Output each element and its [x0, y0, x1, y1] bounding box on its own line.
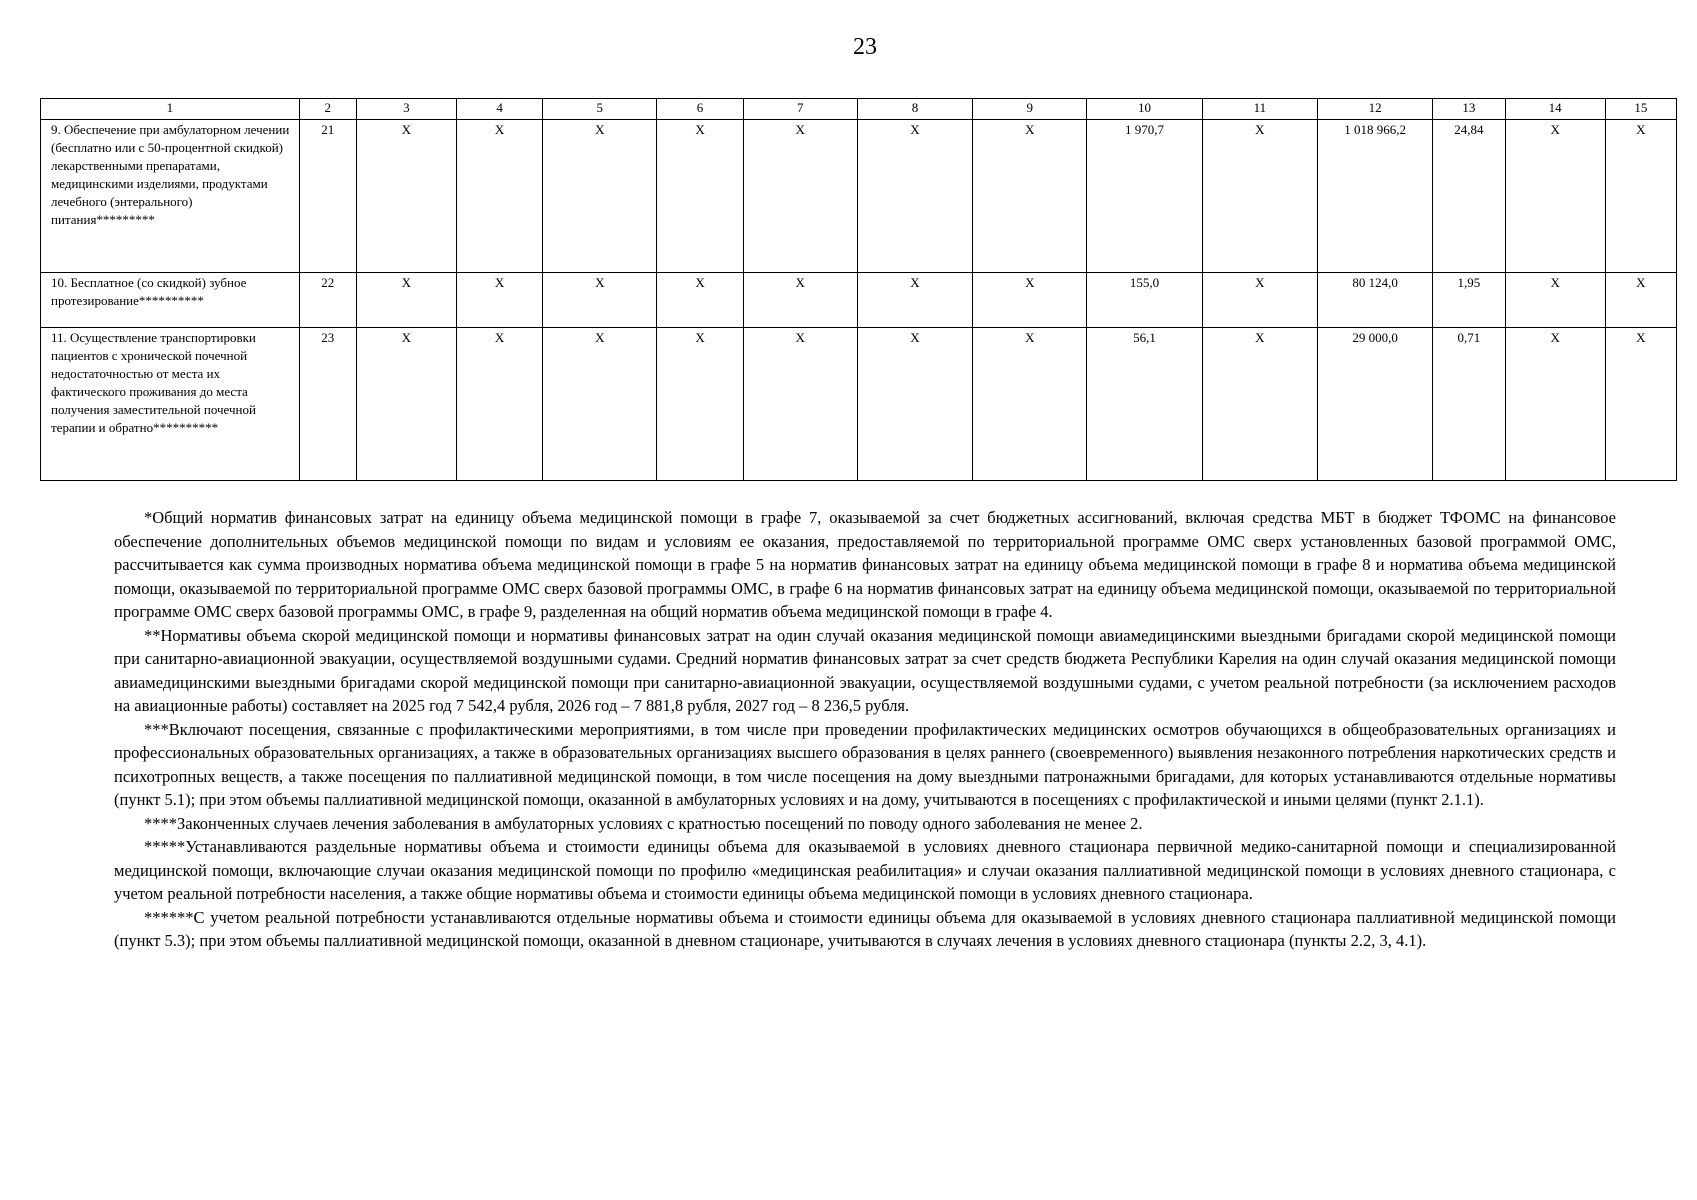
table-cell: 21	[299, 120, 356, 273]
table-cell: Х	[456, 273, 542, 328]
table-cell: 1 970,7	[1087, 120, 1202, 273]
column-header: 7	[743, 99, 857, 120]
table-header-row	[41, 99, 1677, 120]
table-cell: Х	[743, 120, 857, 273]
table-cell: 56,1	[1087, 328, 1202, 481]
column-header: 1	[41, 99, 300, 120]
table-cell: Х	[743, 273, 857, 328]
row-name: 9. Обеспечение при амбулаторном лечении (бесплатно или с 50-процентной скидкой) лекарственными препаратами, медицинскими изделиями, продуктами лечебного (энтерального) питания*********	[41, 120, 300, 273]
footnote-paragraph: ******С учетом реальной потребности устанавливаются отдельные нормативы объема и стоимости единицы объема для оказываемой в условиях дневного стационара паллиативной медицинской помощи (пункт 5.3); при этом объемы паллиативной медицинской помощи, оказанной в дневном стационаре, учитываются в случаях лечения в условиях дневного стационара (пункты 2.2, 3, 4.1).	[114, 907, 1616, 950]
table-cell: Х	[543, 120, 657, 273]
table-cell: 80 124,0	[1318, 273, 1433, 328]
table-cell: Х	[356, 328, 456, 481]
column-header: 9	[973, 99, 1087, 120]
table-cell: Х	[1505, 328, 1605, 481]
column-header: 11	[1202, 99, 1317, 120]
footnote-paragraph: ****Законченных случаев лечения заболевания в амбулаторных условиях с кратностью посещений по поводу одного заболевания не менее 2.	[144, 813, 1143, 833]
footnotes	[114, 506, 1616, 953]
table-cell: Х	[973, 328, 1087, 481]
table-cell: 0,71	[1433, 328, 1505, 481]
table-cell: Х	[1202, 328, 1317, 481]
table-cell: Х	[1605, 273, 1676, 328]
table-cell: Х	[356, 120, 456, 273]
column-header: 5	[543, 99, 657, 120]
table-cell: Х	[657, 120, 743, 273]
table-cell: Х	[857, 328, 972, 481]
column-header: 4	[456, 99, 542, 120]
table-cell: Х	[1505, 120, 1605, 273]
table-cell: 24,84	[1433, 120, 1505, 273]
table-cell: Х	[973, 120, 1087, 273]
table-cell: 155,0	[1087, 273, 1202, 328]
table-cell: Х	[543, 328, 657, 481]
column-header: 12	[1318, 99, 1433, 120]
column-header: 10	[1087, 99, 1202, 120]
column-header: 13	[1433, 99, 1505, 120]
footnote-paragraph: *Общий норматив финансовых затрат на единицу объема медицинской помощи в графе 7, оказываемой за счет бюджетных ассигнований, включая средства МБТ в бюджет ТФОМС на финансовое обеспечение дополнительных объемов медицинской помощи по видам и условиям ее оказания, предоставляемой по территориальной программе ОМС сверх установленных базовой программой ОМС, рассчитывается как сумма производных норматива объема медицинской помощи в графе 5 на норматив финансовых затрат на единицу объема медицинской помощи в графе 8 и норматива объема медицинской помощи, оказываемой по территориальной программе ОМС сверх базовой программы ОМС, в графе 6 на норматив финансовых затрат на единицу объема медицинской помощи, оказываемой по территориальной программе ОМС сверх базовой программы ОМС, в графе 9, разделенная на общий норматив объема медицинской помощи в графе 4.	[114, 508, 1616, 621]
table-row	[41, 273, 1677, 328]
table-cell: Х	[356, 273, 456, 328]
table-cell: Х	[657, 328, 743, 481]
column-header: 15	[1605, 99, 1676, 120]
table-cell: Х	[857, 273, 972, 328]
table-cell: Х	[1605, 120, 1676, 273]
table-cell: 1,95	[1433, 273, 1505, 328]
table-cell: Х	[1505, 273, 1605, 328]
column-header: 14	[1505, 99, 1605, 120]
table-cell: Х	[1605, 328, 1676, 481]
table-cell: 22	[299, 273, 356, 328]
table-row	[41, 328, 1677, 481]
column-header: 6	[657, 99, 743, 120]
table-cell: Х	[456, 328, 542, 481]
column-header: 8	[857, 99, 972, 120]
footnote-paragraph: *****Устанавливаются раздельные нормативы объема и стоимости единицы объема для оказываемой в условиях дневного стационара первичной медико-санитарной помощи и специализированной медицинской помощи, включающие случаи оказания медицинской помощи по профилю «медицинская реабилитация» и случаи оказания паллиативной медицинской помощи в условиях дневного стационара, с учетом реальной потребности населения, а также общие нормативы объема и стоимости единицы объема медицинской помощи в условиях дневного стационара.	[114, 837, 1616, 903]
footnote-paragraph: **Нормативы объема скорой медицинской помощи и нормативы финансовых затрат на один случай оказания медицинской помощи авиамедицинскими выездными бригадами скорой медицинской помощи при санитарно-авиационной эвакуации, осуществляемой воздушными судами. Средний норматив финансовых затрат за счет средств бюджета Республики Карелия на один случай оказания медицинской помощи авиамедицинскими выездными бригадами скорой медицинской помощи при санитарно-авиационной эвакуации, осуществляемой воздушными судами, с учетом реальной потребности (за исключением расходов на авиационные работы) составляет на 2025 год 7 542,4 рубля, 2026 год – 7 881,8 рубля, 2027 год – 8 236,5 рубля.	[114, 625, 1616, 715]
table-cell: 29 000,0	[1318, 328, 1433, 481]
table-cell: Х	[456, 120, 542, 273]
table-cell: Х	[857, 120, 972, 273]
table-cell: Х	[973, 273, 1087, 328]
column-header: 3	[356, 99, 456, 120]
row-name: 11. Осуществление транспортировки пациентов с хронической почечной недостаточностью от места их фактического проживания до места получения заместительной почечной терапии и обратно**********	[41, 328, 300, 481]
table-cell: Х	[657, 273, 743, 328]
table-cell: Х	[1202, 120, 1317, 273]
footnote-paragraph: ***Включают посещения, связанные с профилактическими мероприятиями, в том числе при проведении профилактических медицинских осмотров обучающихся в общеобразовательных организациях и профессиональных образовательных организациях, а также в образовательных организациях высшего образования в целях раннего (своевременного) выявления незаконного потребления наркотических средств и психотропных веществ, а также посещения по паллиативной медицинской помощи, в том числе посещения на дому выездными патронажными бригадами, для которых устанавливаются отдельные нормативы (пункт 5.1); при этом объемы паллиативной медицинской помощи, оказанной в амбулаторных условиях и на дому, учитываются в посещениях с профилактической и иными целями (пункт 2.1.1).	[114, 719, 1616, 809]
table-cell: Х	[1202, 273, 1317, 328]
page-number: 23	[853, 34, 877, 60]
table-cell: 1 018 966,2	[1318, 120, 1433, 273]
table-cell: 23	[299, 328, 356, 481]
table-row	[41, 120, 1677, 273]
norms-table	[40, 98, 1677, 481]
table-cell: Х	[743, 328, 857, 481]
column-header: 2	[299, 99, 356, 120]
row-name: 10. Бесплатное (со скидкой) зубное протезирование**********	[41, 273, 300, 328]
table-cell: Х	[543, 273, 657, 328]
